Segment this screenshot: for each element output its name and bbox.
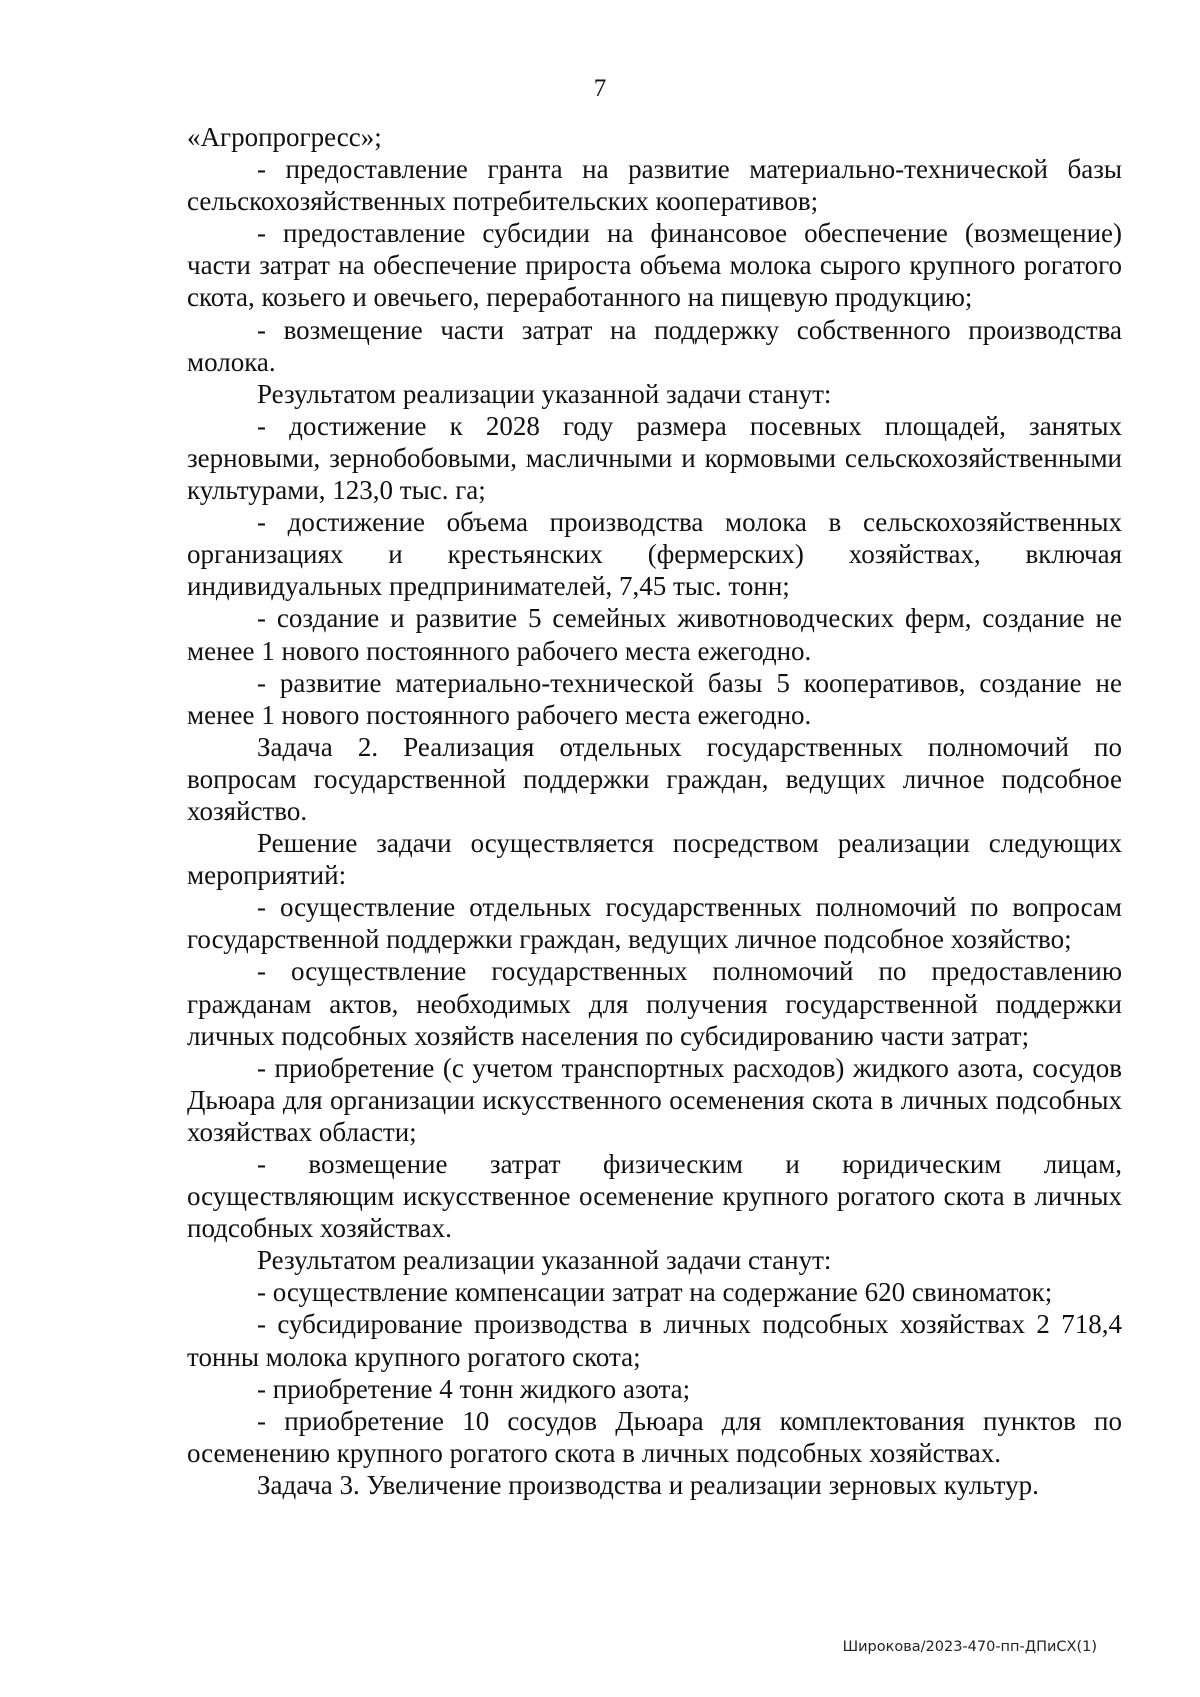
paragraph-result-family-farms: - создание и развитие 5 семейных животноводческих ферм, создание не менее 1 нового постоянного рабочего места ежегодно. [187, 603, 1122, 666]
document-body [187, 121, 1122, 1501]
paragraph-result-milk-volume: - достижение объема производства молока в сельскохозяйственных организациях и крестьянских (фермерских) хозяйствах, включая индивидуальных предпринимателей, 7,45 тыс. тонн; [187, 507, 1122, 602]
paragraph-result-cooperatives: - развитие материально-технической базы 5 кооперативов, создание не менее 1 нового постоянного рабочего места ежегодно. [187, 667, 1122, 730]
paragraph-results-heading-1: Результатом реализации указанной задачи станут: [257, 378, 832, 409]
paragraph-task-2: Задача 2. Реализация отдельных государственных полномочий по вопросам государственной поддержки граждан, ведущих личное подсобное хозяйство. [187, 731, 1122, 826]
paragraph-task-3: Задача 3. Увеличение производства и реализации зерновых культур. [257, 1469, 1039, 1500]
paragraph-measure-state-powers: - осуществление отдельных государственных полномочий по вопросам государственной поддержки граждан, ведущих личное подсобное хозяйство; [187, 892, 1122, 955]
paragraph-result-nitrogen: - приобретение 4 тонн жидкого азота; [257, 1373, 691, 1404]
paragraph-result-sown-area: - достижение к 2028 году размера посевных площадей, занятых зерновыми, зернобобовыми, масличными и кормовыми сельскохозяйственными культурами, 123,0 тыс. га; [187, 410, 1122, 506]
document-footer-code: Широкова/2023-470-пп-ДПиСХ(1) [842, 1639, 1097, 1655]
paragraph-measure-acts: - осуществление государственных полномочий по предоставлению гражданам актов, необходимых для получения государственной поддержки личных подсобных хозяйств населения по субсидированию части затрат; [187, 956, 1122, 1051]
paragraph-result-milk-subsidy: - субсидирование производства в личных подсобных хозяйствах 2 718,4 тонны молока крупного рогатого скота; [187, 1309, 1122, 1372]
paragraph-measure-liquid-nitrogen: - приобретение (с учетом транспортных расходов) жидкого азота, сосудов Дьюара для организации искусственного осеменения скота в личных подсобных хозяйствах области; [187, 1052, 1122, 1147]
paragraph-subsidy-milk-processing: - предоставление субсидии на финансовое обеспечение (возмещение) части затрат на обеспечение прироста объема молока сырого крупного рогатого скота, козьего и овечьего, переработанного на пищевую продукцию; [187, 218, 1122, 313]
paragraph-milk-production-support: - возмещение части затрат на поддержку собственного производства молока. [187, 314, 1122, 377]
paragraph-task-2-measures: Решение задачи осуществляется посредством реализации следующих мероприятий: [187, 828, 1122, 891]
paragraph-result-dewar-vessels: - приобретение 10 сосудов Дьюара для комплектования пунктов по осеменению крупного рогатого скота в личных подсобных хозяйствах. [187, 1405, 1122, 1468]
paragraph-grant-cooperatives: - предоставление гранта на развитие материально-технической базы сельскохозяйственных потребительских кооперативов; [187, 154, 1122, 217]
paragraph-result-sows: - осуществление компенсации затрат на содержание 620 свиноматок; [257, 1277, 1053, 1308]
paragraph-continuation: «Агропрогресс»; [187, 122, 382, 152]
page-number: 7 [593, 75, 607, 102]
paragraph-measure-insemination-costs: - возмещение затрат физическим и юридическим лицам, осуществляющим искусственное осеменение крупного рогатого скота в личных подсобных хозяйствах. [187, 1149, 1122, 1244]
paragraph-results-heading-2: Результатом реализации указанной задачи станут: [257, 1245, 832, 1276]
